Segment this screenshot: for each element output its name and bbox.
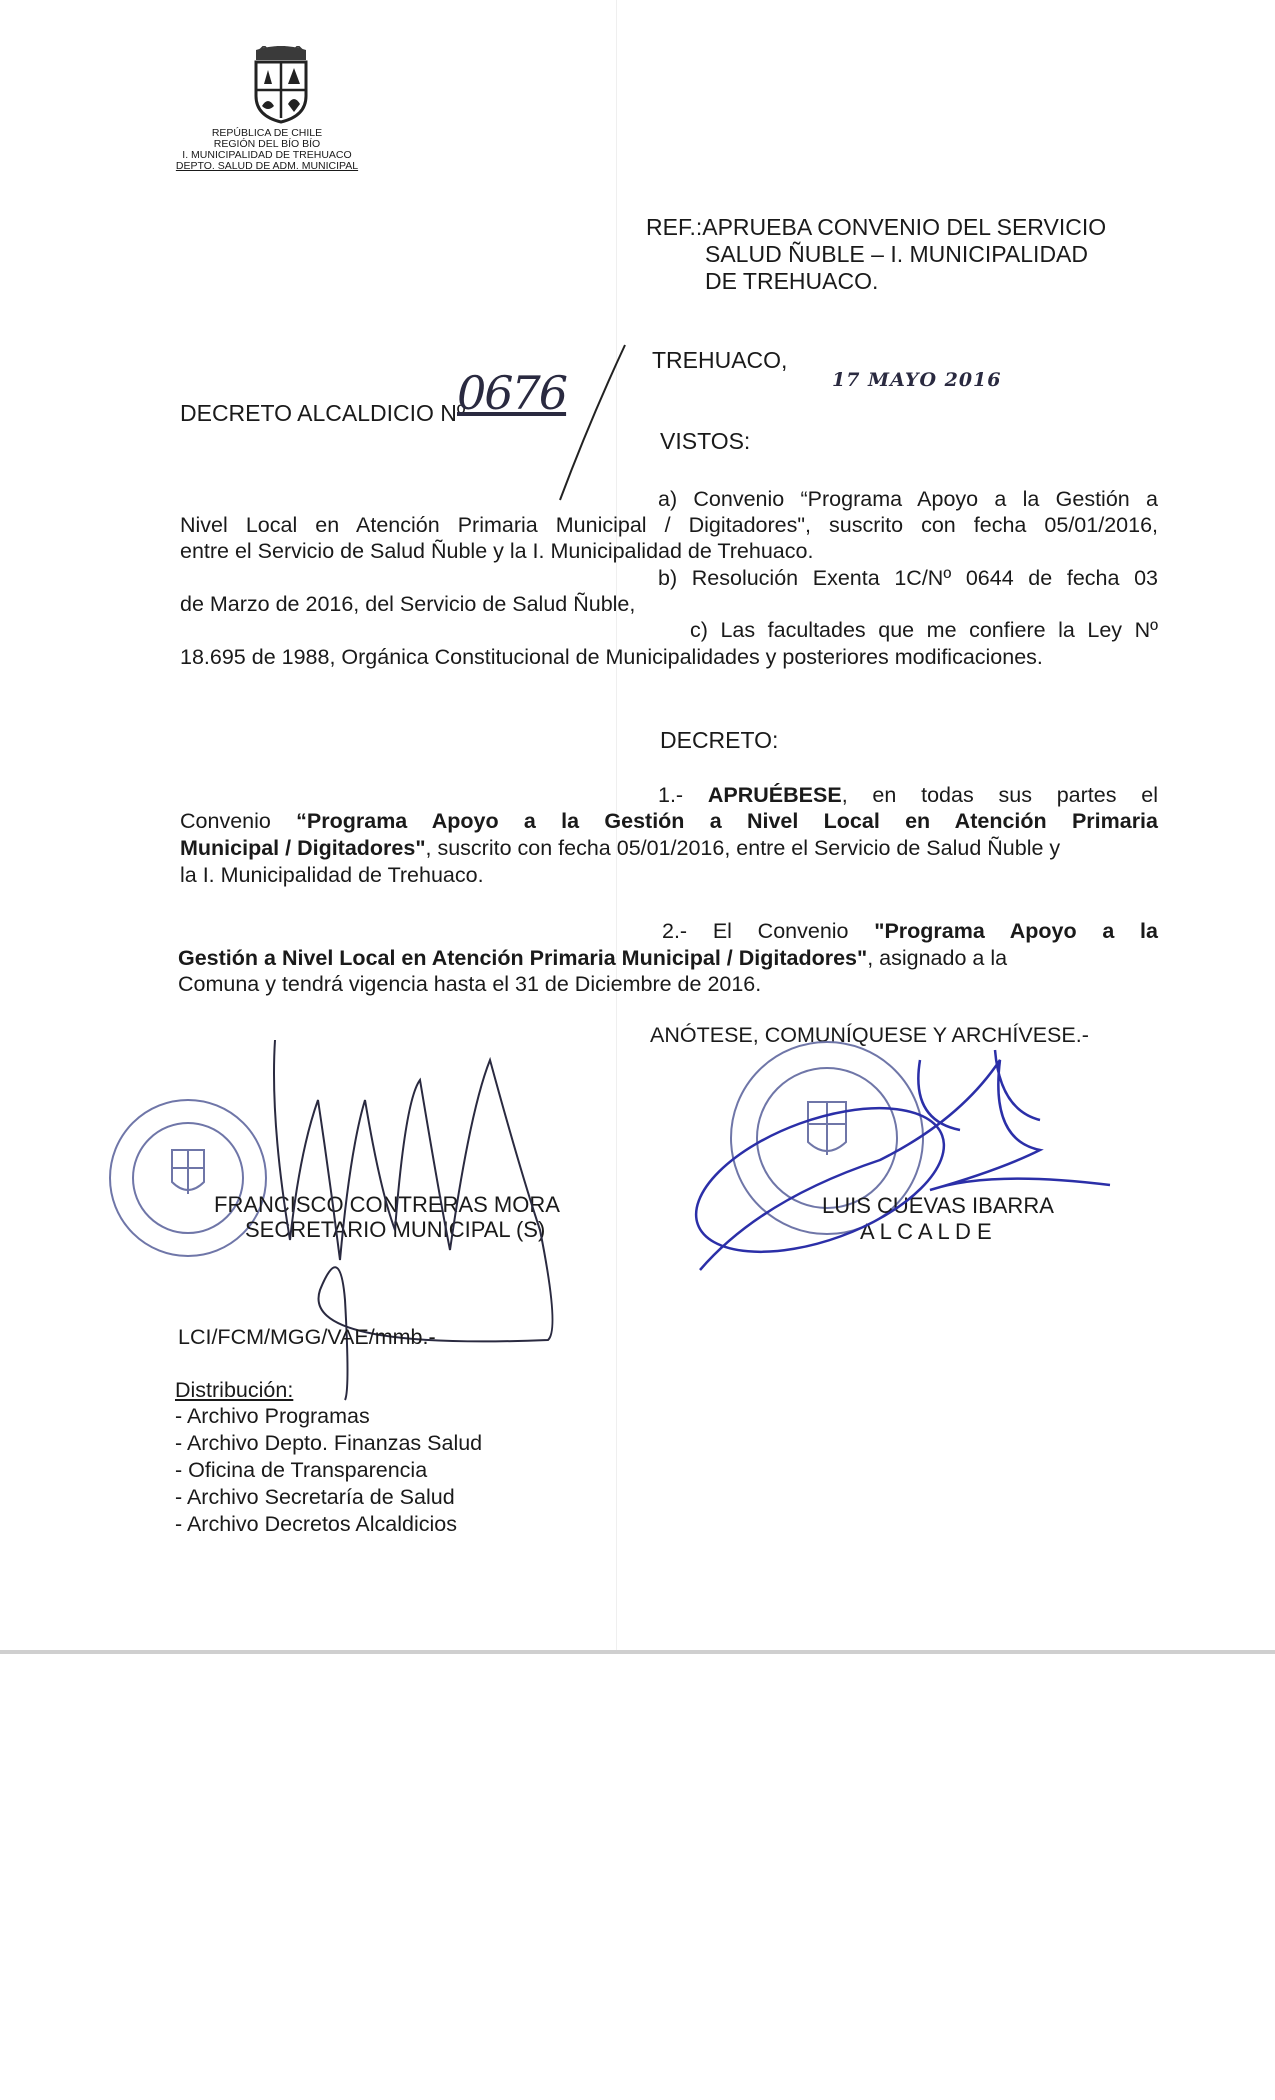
item1-line3: Municipal / Digitadores", suscrito con fecha 05/01/2016, entre el Servicio de Salud Ñuble y	[180, 836, 1061, 860]
vistos-b-line1: b) Resolución Exenta 1C/Nº 0644 de fecha 03	[658, 566, 1158, 590]
item1-line4: la I. Municipalidad de Trehuaco.	[180, 863, 484, 887]
vistos-a-line2: Nivel Local en Atención Primaria Municipal / Digitadores", suscrito con fecha 05/01/2016,	[180, 513, 1158, 537]
vistos-c-line1: c) Las facultades que me confiere la Ley Nº	[690, 618, 1158, 642]
list-item: - Archivo Secretaría de Salud	[175, 1485, 455, 1509]
list-item: - Oficina de Transparencia	[175, 1458, 428, 1482]
vistos-a-line3: entre el Servicio de Salud Ñuble y la I. Municipalidad de Trehuaco.	[180, 539, 814, 563]
header-municipality: I. MUNICIPALIDAD DE TREHUACO	[182, 149, 352, 161]
initials-reference: LCI/FCM/MGG/VAE/mmb.-	[178, 1325, 436, 1349]
vistos-a-line1: a) Convenio “Programa Apoyo a la Gestión a	[658, 487, 1158, 511]
distribution-title: Distribución:	[175, 1378, 294, 1402]
header-department: DEPTO. SALUD DE ADM. MUNICIPAL	[175, 160, 359, 172]
item2-line2: Gestión a Nivel Local en Atención Primaria Municipal / Digitadores", asignado a la	[178, 946, 1008, 970]
item1-line1: 1.- APRUÉBESE, en todas sus partes el	[658, 783, 1158, 807]
item2-line1: 2.- El Convenio "Programa Apoyo a la	[662, 919, 1158, 943]
list-item: - Archivo Depto. Finanzas Salud	[175, 1431, 483, 1455]
ref-line-1: REF.:APRUEBA CONVENIO DEL SERVICIO	[646, 214, 1107, 240]
list-item: - Archivo Decretos Alcaldicios	[175, 1512, 457, 1536]
vistos-c-line2: 18.695 de 1988, Orgánica Constitucional de Municipalidades y posteriores modificaciones.	[180, 645, 1043, 669]
distribution-list	[175, 1403, 482, 1538]
secretary-stamp-icon	[110, 1100, 266, 1256]
vistos-b-line2: de Marzo de 2016, del Servicio de Salud Ñuble,	[180, 592, 636, 616]
decreto-title: DECRETO:	[660, 727, 779, 753]
place-label: TREHUACO,	[652, 347, 788, 373]
signer-left-name: FRANCISCO CONTRERAS MORA	[214, 1192, 560, 1217]
signer-right-name: LUIS CUEVAS IBARRA	[822, 1193, 1054, 1218]
vistos-title: VISTOS:	[660, 428, 751, 454]
date-stamp: 17 MAYO 2016	[832, 369, 1002, 391]
list-item: - Archivo Programas	[175, 1404, 370, 1428]
ref-line-3: DE TREHUACO.	[705, 268, 879, 294]
closing-formula: ANÓTESE, COMUNÍQUESE Y ARCHÍVESE.-	[650, 1023, 1089, 1047]
header-region: REGIÓN DEL BÍO BÍO	[213, 138, 321, 150]
ref-line-2: SALUD ÑUBLE – I. MUNICIPALIDAD	[705, 241, 1089, 267]
signer-left-title: SECRETARIO MUNICIPAL (S)	[245, 1217, 546, 1242]
header-republic: REPÚBLICA DE CHILE	[211, 127, 323, 139]
signer-right-title: A L C A L D E	[860, 1219, 992, 1244]
item2-line3: Comuna y tendrá vigencia hasta el 31 de Diciembre de 2016.	[178, 972, 762, 996]
coat-of-arms-icon	[248, 46, 314, 124]
item1-line2: Convenio “Programa Apoyo a la Gestión a Nivel Local en Atención Primaria	[180, 809, 1158, 833]
decree-number: 0676	[457, 366, 567, 420]
decree-label: DECRETO ALCALDICIO Nº	[180, 400, 466, 426]
